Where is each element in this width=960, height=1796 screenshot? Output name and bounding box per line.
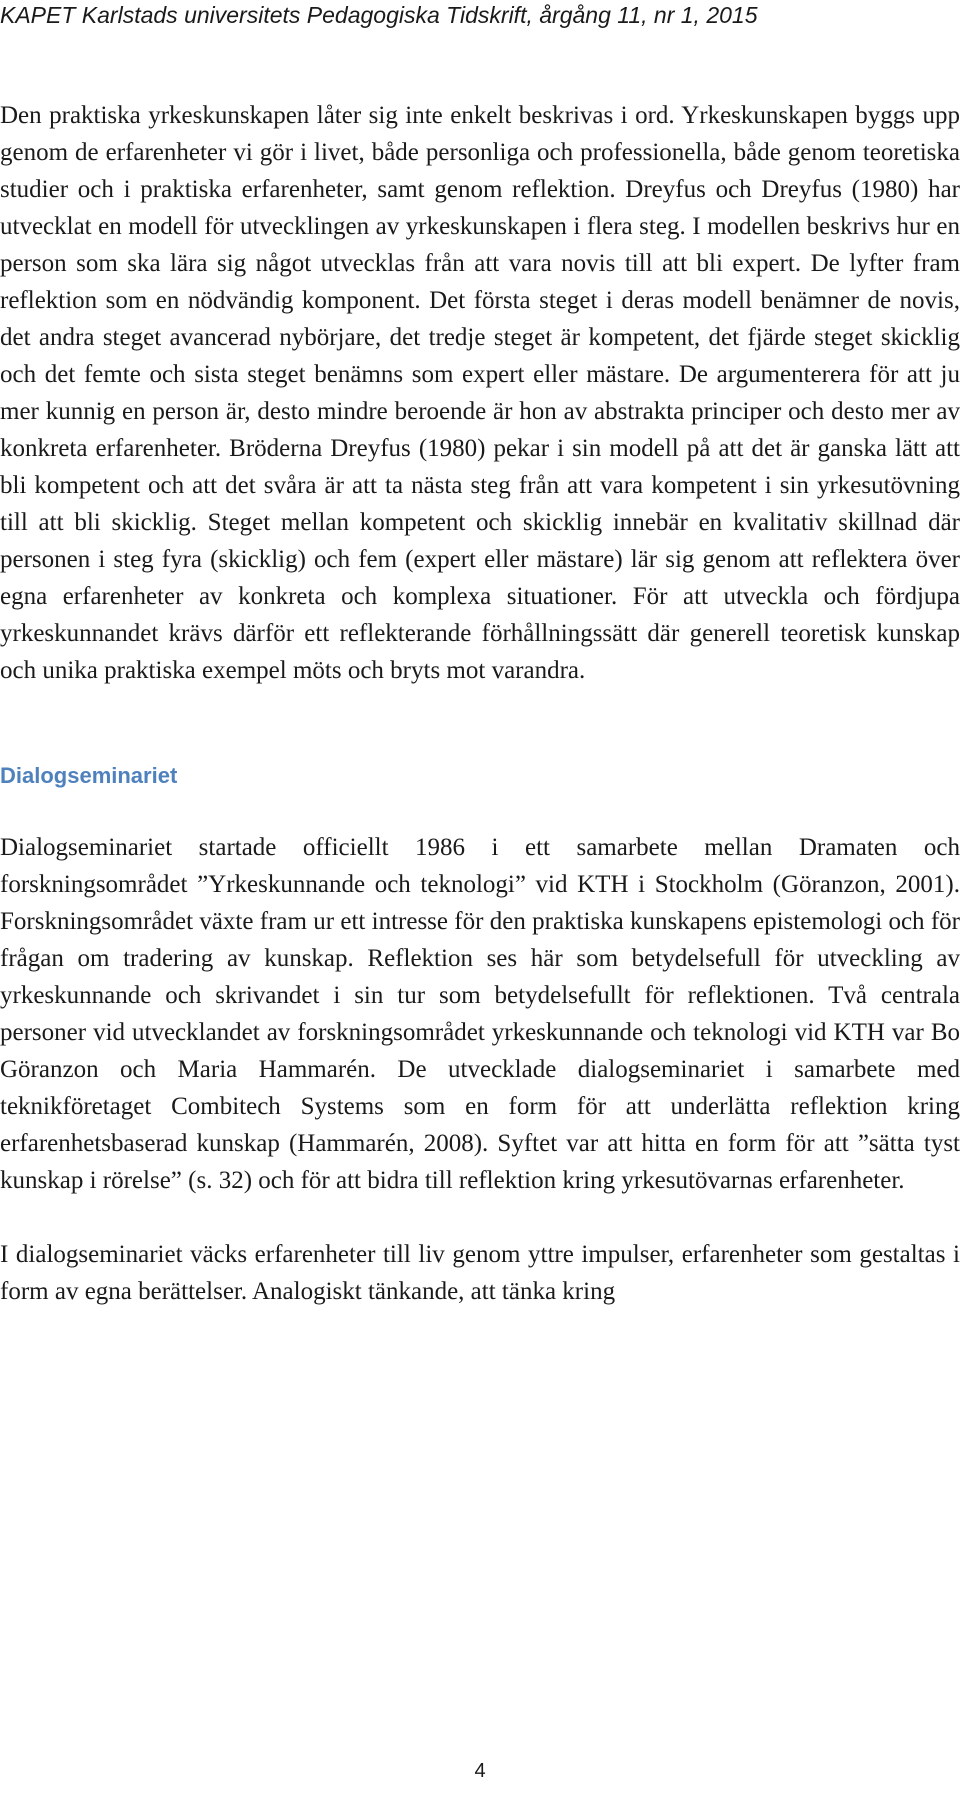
section-heading: Dialogseminariet xyxy=(0,763,178,788)
page-number: 4 xyxy=(474,1760,486,1782)
page-content xyxy=(0,97,960,1310)
section-paragraph: Dialogseminariet startade officiellt 1986 i ett samarbete mellan Dramaten och forskningsområdet ”Yrkeskunnande och teknologi” vid KTH i Stockholm (Göranzon, 2001). Forskningsområdet växte fram ur ett intresse för den praktiska kunskapens epistemologi och för frågan om tradering av kunskap. Reflektion ses här som betydelsefull för utveckling av yrkeskunnande och skrivandet i sin tur som betydelsefullt för reflektionen. Två centrala personer vid utvecklandet av forskningsområdet yrkeskunnande och teknologi vid KTH var Bo Göranzon och Maria Hammarén. De utvecklade dialogseminariet i samarbete med teknikföretaget Combitech Systems som en form för att underlätta reflektion kring erfarenhetsbaserad kunskap (Hammarén, 2008). Syftet var att hitta en form för att ”sätta tyst kunskap i rörelse” (s. 32) och för att bidra till reflektion kring yrkesutövarnas erfarenheter. xyxy=(0,834,960,1194)
section-paragraph-continued: I dialogseminariet väcks erfarenheter till liv genom yttre impulser, erfarenheter som gestaltas i form av egna berättelser. Analogiskt tänkande, att tänka kring xyxy=(0,1241,960,1305)
journal-header: KAPET Karlstads universitets Pedagogiska Tidskrift, årgång 11, nr 1, 2015 xyxy=(0,2,758,28)
intro-paragraph: Den praktiska yrkeskunskapen låter sig inte enkelt beskrivas i ord. Yrkeskunskapen byggs upp genom de erfarenheter vi gör i livet, både personliga och professionella, både genom teoretiska studier och i praktiska erfarenheter, samt genom reflektion. Dreyfus och Dreyfus (1980) har utvecklat en modell för utvecklingen av yrkeskunskapen i flera steg. I modellen beskrivs hur en person som ska lära sig något utvecklas från att vara novis till att bli expert. De lyfter fram reflektion som en nödvändig komponent. Det första steget i deras modell benämner de novis, det andra steget avancerad nybörjare, det tredje steget är kompetent, det fjärde steget skicklig och det femte och sista steget benämns som expert eller mästare. De argumenterera för att ju mer kunnig en person är, desto mindre beroende är hon av abstrakta principer och desto mer av konkreta erfarenheter. Bröderna Dreyfus (1980) pekar i sin modell på att det är ganska lätt att bli kompetent och att det svåra är att ta nästa steg från att vara kompetent i sin yrkesutövning till att bli skicklig. Steget mellan kompetent och skicklig innebär en kvalitativ skillnad där personen i steg fyra (skicklig) och fem (expert eller mästare) lär sig genom att reflektera över egna erfarenheter av konkreta och komplexa situationer. För att utveckla och fördjupa yrkeskunnandet krävs därför ett reflekterande förhållningssätt där generell teoretisk kunskap och unika praktiska exempel möts och bryts mot varandra. xyxy=(0,102,960,684)
